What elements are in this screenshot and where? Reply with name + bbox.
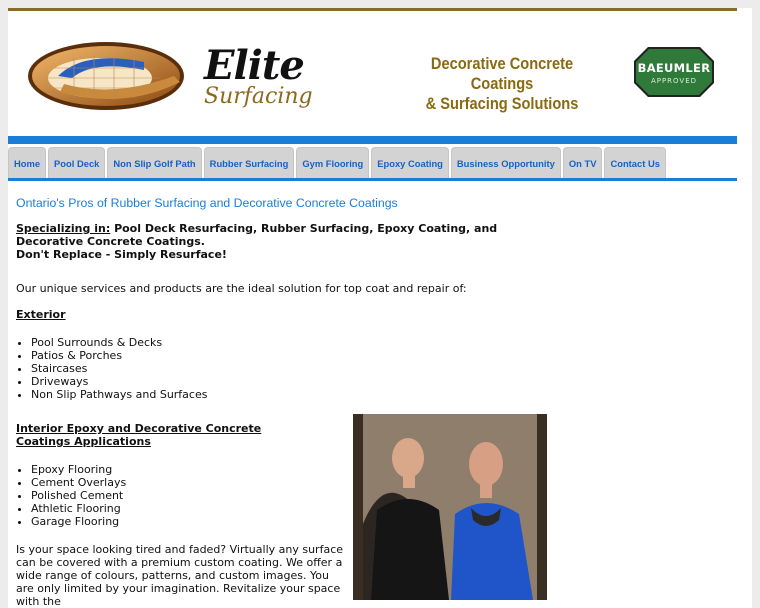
baeumler-approved-badge[interactable] <box>634 47 714 97</box>
two-men-photo-icon <box>353 414 547 600</box>
exterior-heading: Exterior <box>16 308 66 321</box>
swoosh-logo-icon <box>24 40 204 120</box>
badge-title: BAEUMLER <box>637 61 711 75</box>
nav-tab-business-opportunity[interactable]: Business Opportunity <box>451 147 561 178</box>
exterior-list <box>16 336 207 401</box>
nav-tab-pool-deck[interactable]: Pool Deck <box>48 147 105 178</box>
nav-tab-contact-us[interactable]: Contact Us <box>604 147 665 178</box>
nav-tab-rubber-surfacing[interactable]: Rubber Surfacing <box>204 147 295 178</box>
header-divider <box>8 136 737 144</box>
tagline-line-2: & Surfacing Solutions <box>425 94 579 113</box>
nav-tab-gym-flooring[interactable]: Gym Flooring <box>296 147 369 178</box>
list-item: • Epoxy Flooring <box>31 463 126 476</box>
logo-brand-sub: Surfacing <box>204 84 313 109</box>
nav-tab-epoxy-coating[interactable]: Epoxy Coating <box>371 147 449 178</box>
specializing-block <box>16 222 526 261</box>
top-rule <box>8 8 737 11</box>
list-item: • Driveways <box>31 375 207 388</box>
nav-underline <box>8 178 737 181</box>
list-item: • Staircases <box>31 362 207 375</box>
main-content <box>16 222 536 608</box>
list-item: • Polished Cement <box>31 489 126 502</box>
badge-subtitle: APPROVED <box>650 77 698 85</box>
list-item: • Pool Surrounds & Decks <box>31 336 207 349</box>
nav-tab-home[interactable]: Home <box>8 147 46 178</box>
list-item: • Cement Overlays <box>31 476 126 489</box>
logo-brand-name: Elite <box>204 42 304 89</box>
interior-heading: Interior Epoxy and Decorative Concrete Coatings Applications <box>16 422 262 448</box>
page-title: Ontario's Pros of Rubber Surfacing and Decorative Concrete Coatings <box>16 196 398 210</box>
intro-paragraph: Our unique services and products are the ideal solution for top coat and repair of: <box>16 282 467 295</box>
nav-tab-non-slip-golf-path[interactable]: Non Slip Golf Path <box>107 147 201 178</box>
nav-tab-on-tv[interactable]: On TV <box>563 147 603 178</box>
main-nav <box>8 147 737 181</box>
list-item: • Patios & Porches <box>31 349 207 362</box>
specializing-text: Pool Deck Resurfacing, Rubber Surfacing, Epoxy Coating, and Decorative Concrete Coatings. <box>16 222 498 248</box>
elite-surfacing-logo[interactable] <box>24 40 354 120</box>
team-photo <box>353 414 547 600</box>
interior-list <box>16 463 126 528</box>
list-item: • Athletic Flooring <box>31 502 126 515</box>
list-item: • Non Slip Pathways and Surfaces <box>31 388 207 401</box>
list-item: • Garage Flooring <box>31 515 126 528</box>
outro-paragraph: Is your space looking tired and faded? Virtually any surface can be covered with a premium custom coating. We offer a wide range of colours, patterns, and custom images. You are only limited by your imagination. Revitalize your space with the <box>16 543 344 608</box>
tagline-line-1: Decorative Concrete Coatings <box>430 54 574 93</box>
resurface-slogan: Don't Replace - Simply Resurface! <box>16 248 227 261</box>
header-tagline <box>407 54 596 114</box>
specializing-label: Specializing in: <box>16 222 111 235</box>
